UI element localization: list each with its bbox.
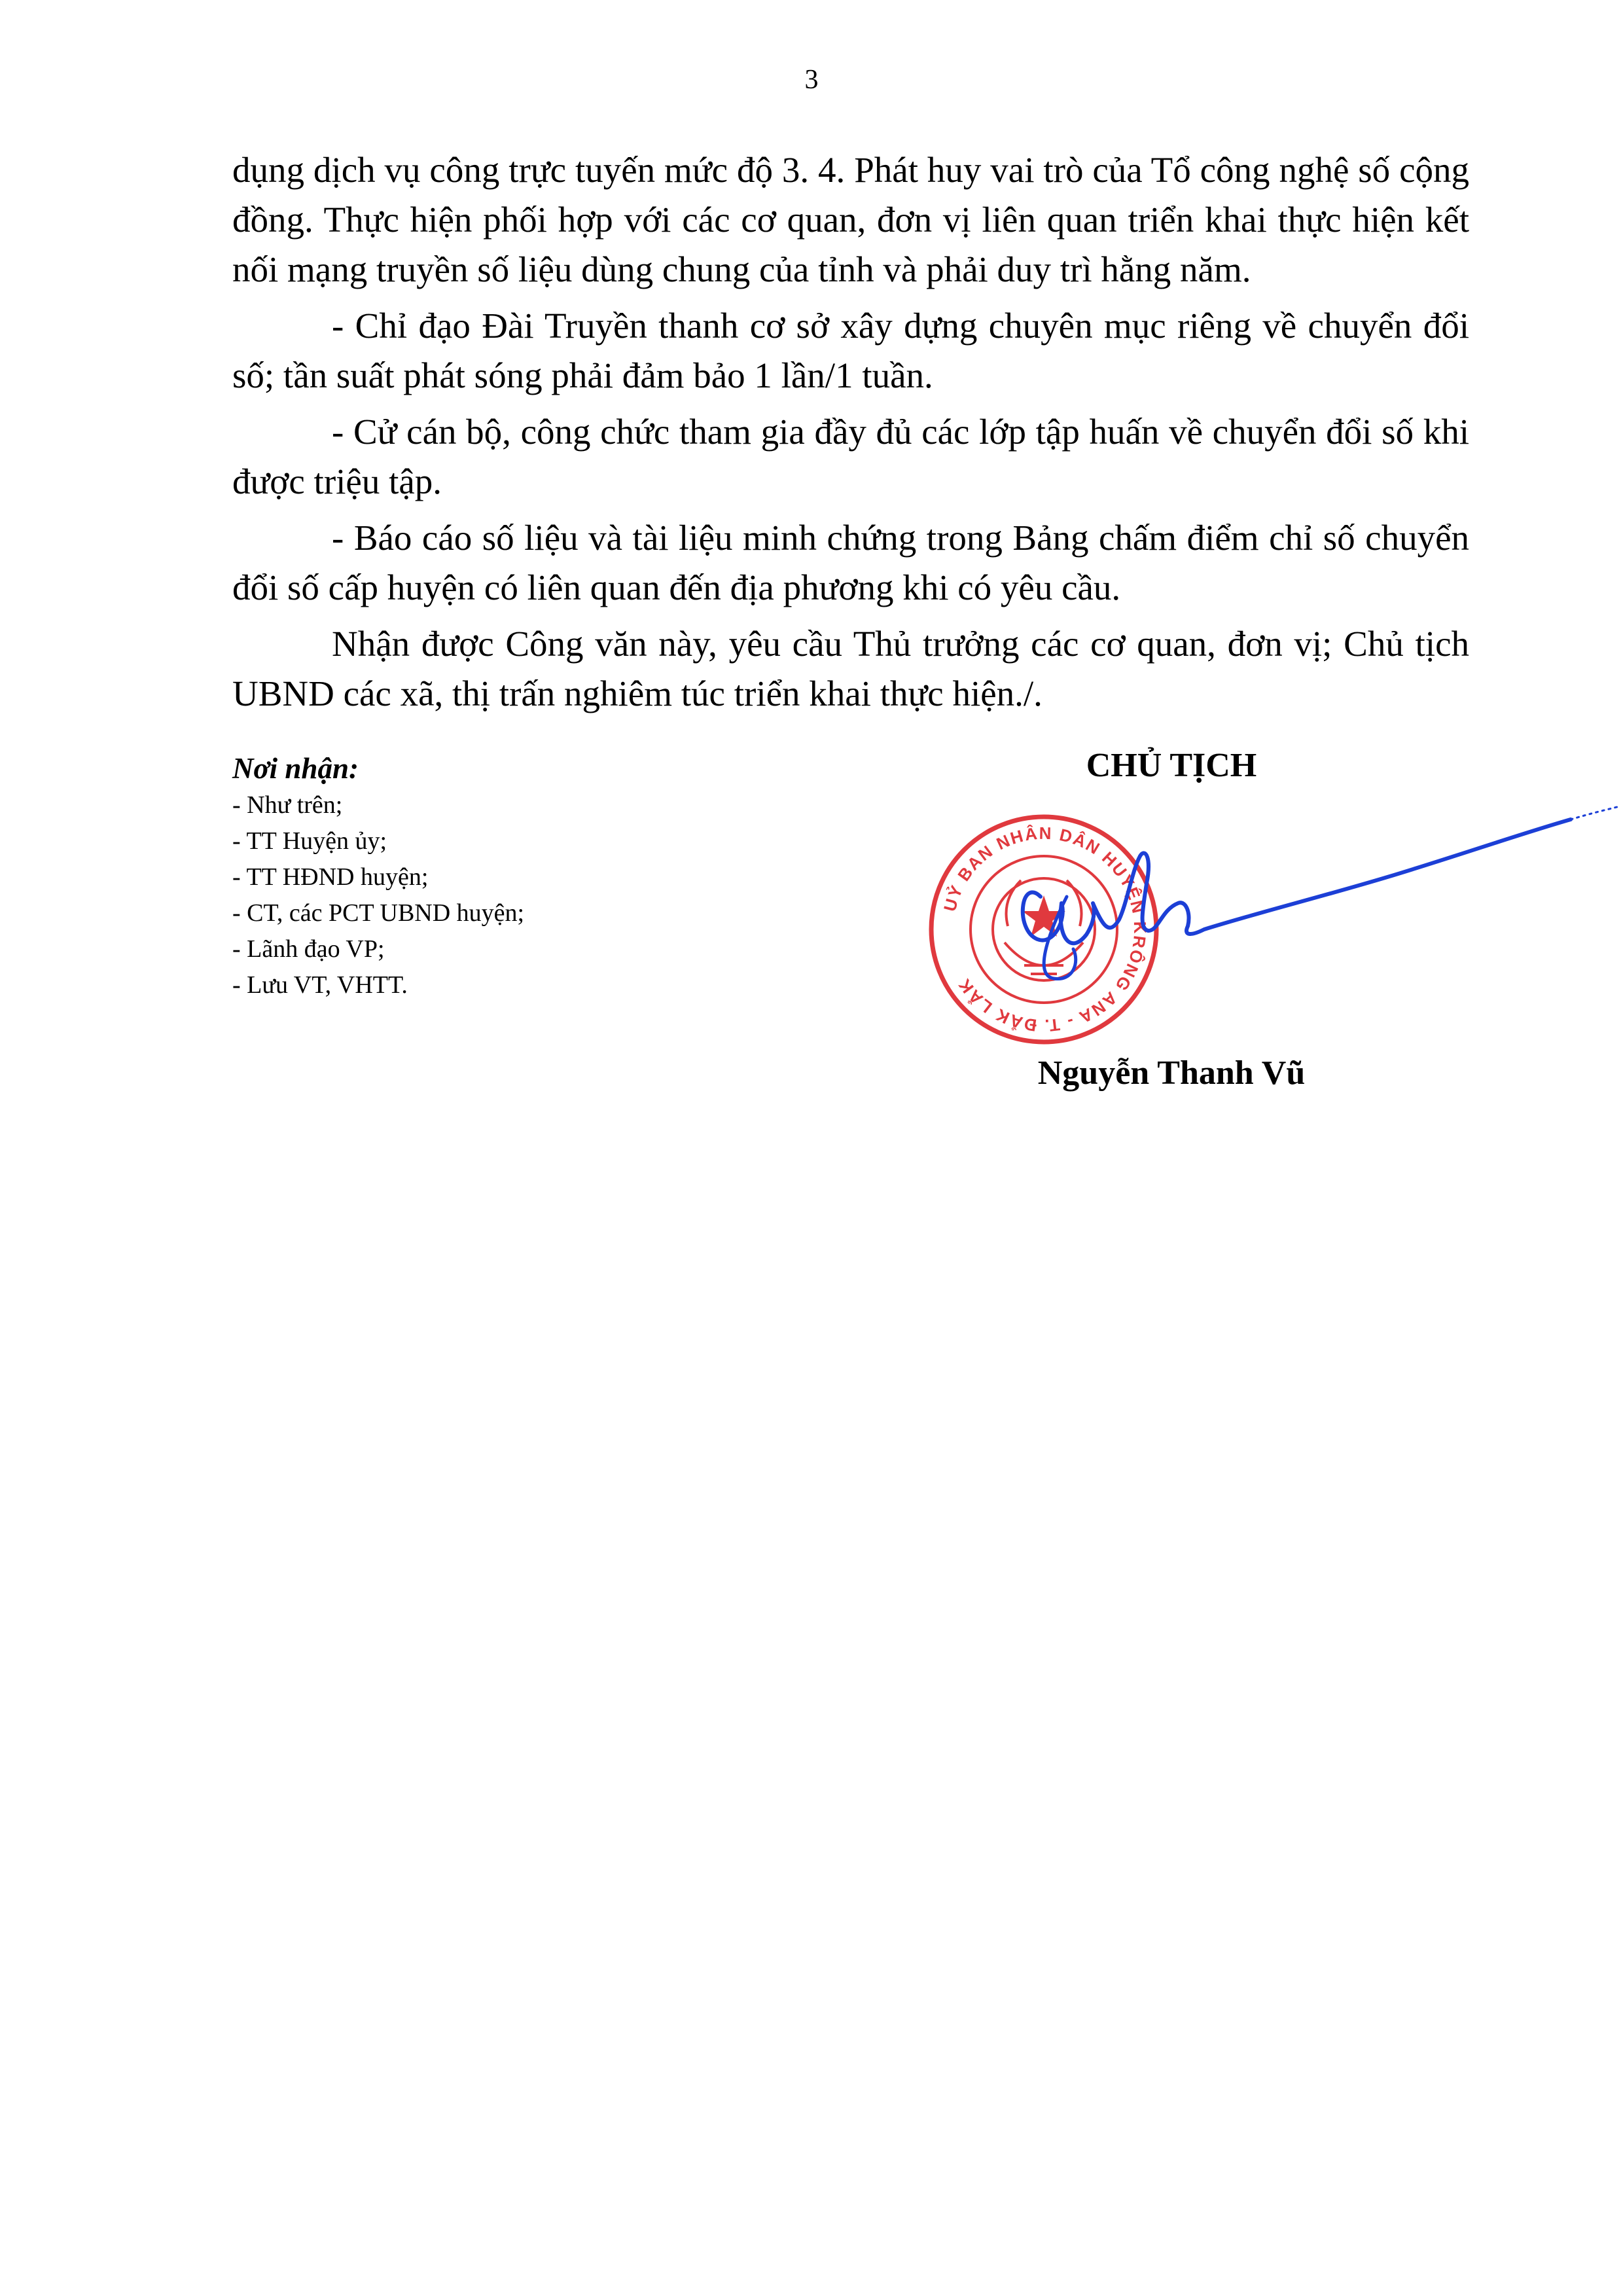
recipient-item: - CT, các PCT UBND huyện; (232, 899, 525, 927)
recipient-item: - Như trên; (232, 791, 343, 819)
paragraph-1: dụng dịch vụ công trực tuyến mức độ 3. 4. Phát huy vai trò của Tổ công nghệ số cộng đồng. Thực hiện phối hợp với các cơ quan, đơn vị liên quan triển khai thực hiện kết nối mạng truyền số liệu dùng chung của tỉnh và phải duy trì hằng năm. (232, 150, 1469, 289)
paragraph-2: - Chỉ đạo Đài Truyền thanh cơ sở xây dựng chuyên mục riêng về chuyển đổi số; tần suất phát sóng phải đảm bảo 1 lần/1 tuần. (232, 306, 1469, 395)
recipient-item: - TT HĐND huyện; (232, 863, 429, 891)
handwritten-signature (982, 779, 1623, 1028)
stamp-ring-textpath: UỶ BAN NHÂN DÂN HUYỆN KRÔNG ANA - T. ĐẮK LẮK (939, 823, 1150, 1036)
recipients-block (232, 749, 524, 1003)
paragraph-5: Nhận được Công văn này, yêu cầu Thủ trưởng các cơ quan, đơn vị; Chủ tịch UBND các xã, thị trấn nghiêm túc triển khai thực hiện./. (232, 624, 1469, 713)
body-text (232, 145, 1469, 725)
recipient-item: - Lãnh đạo VP; (232, 935, 385, 963)
signer-name: Nguyễn Thanh Vũ (1037, 1054, 1306, 1092)
paragraph-3: - Cử cán bộ, công chức tham gia đầy đủ các lớp tập huấn về chuyển đổi số khi được triệu tập. (232, 412, 1469, 501)
recipient-item: - TT Huyện ủy; (232, 827, 387, 855)
recipient-item: - Lưu VT, VHTT. (232, 971, 408, 999)
paragraph-4: - Báo cáo số liệu và tài liệu minh chứng trong Bảng chấm điểm chỉ số chuyển đổi số cấp huyện có liên quan đến địa phương khi có yêu cầu. (232, 518, 1469, 607)
page-number: 3 (804, 65, 819, 95)
signature-title: CHỦ TỊCH (1086, 747, 1257, 784)
recipients-list (232, 787, 524, 1003)
recipients-heading: Nơi nhận: (232, 752, 359, 785)
